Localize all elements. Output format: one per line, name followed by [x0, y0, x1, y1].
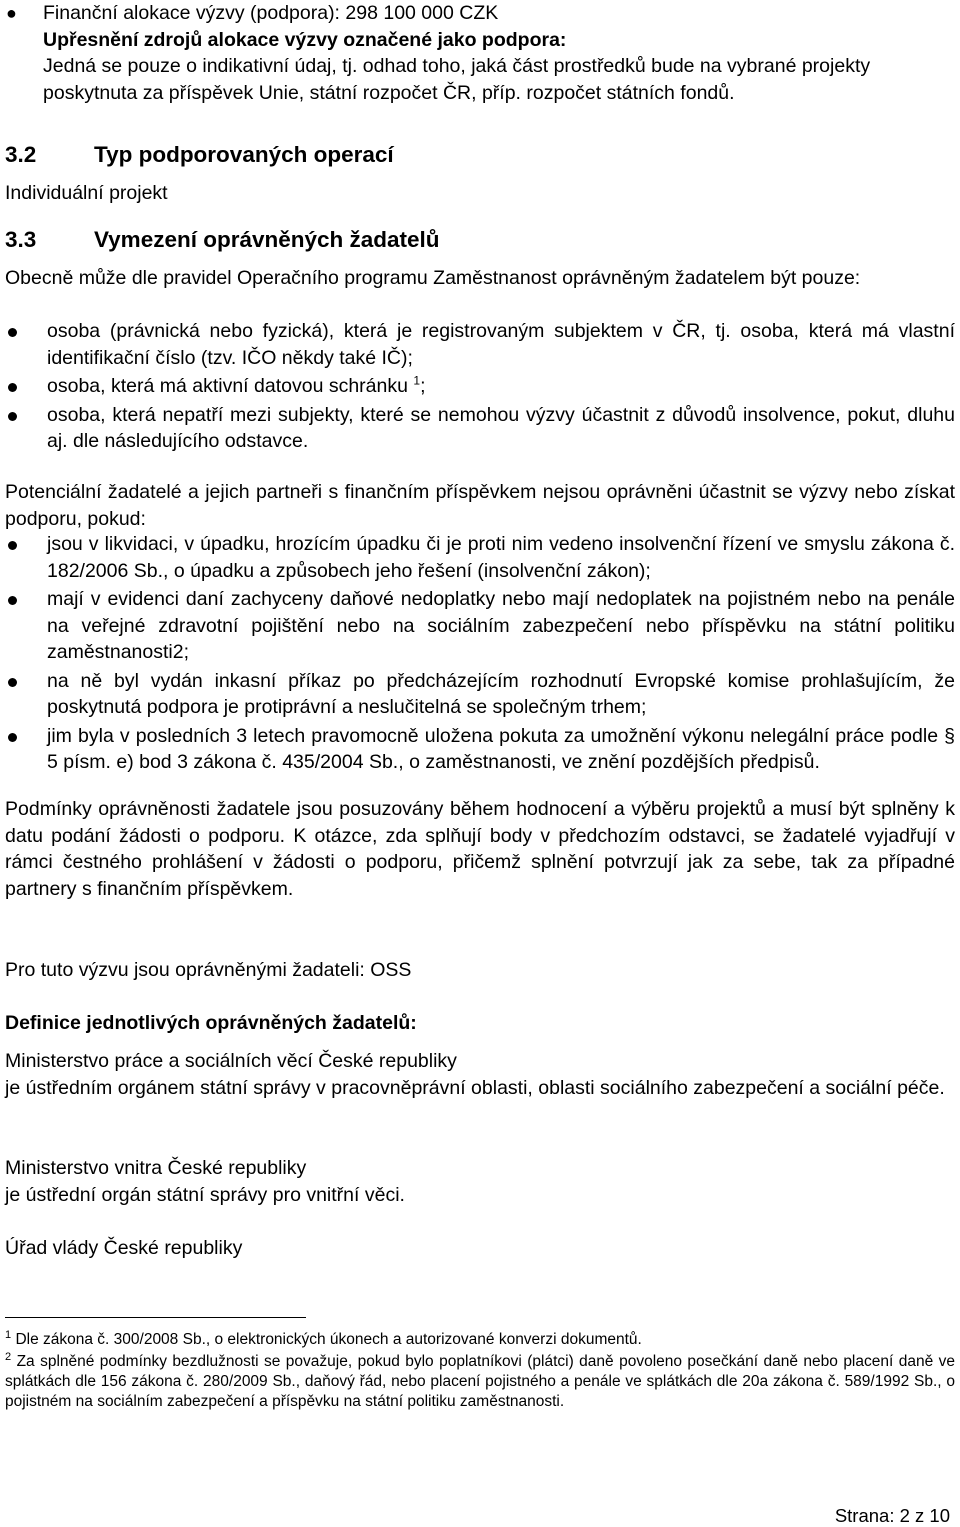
section-number: 3.3 [5, 227, 37, 252]
list-item-text: mají v evidenci daní zachyceny daňové nedoplatky nebo mají nedoplatek na pojistném nebo na penále na veřejné zdravotní pojištění nebo na sociálním zabezpečení nebo příspěvku na státní politiku zaměstnanosti2; [47, 588, 955, 663]
definition-entry [5, 1235, 955, 1262]
definition-name: Ministerstvo vnitra České republiky [5, 1157, 307, 1179]
eligibility-list [5, 318, 955, 455]
footnote [5, 1352, 955, 1412]
bullet-icon [8, 678, 17, 687]
bullet-icon [8, 596, 17, 605]
definition-entry [5, 1048, 955, 1101]
bullet-icon: ● [6, 3, 17, 23]
definitions-heading: Definice jednotlivých oprávněných žadatelů: [5, 1012, 417, 1034]
list-item-text-tail: ; [420, 375, 426, 397]
definition-name: Úřad vlády České republiky [5, 1237, 243, 1259]
operation-type-text: Individuální projekt [5, 182, 168, 204]
list-item-text: osoba, která má aktivní datovou schránku [47, 375, 408, 397]
conditions-paragraph: Podmínky oprávněnosti žadatele jsou posuzovány během hodnocení a výběru projektů a musí být splněny k datu podání žádosti o podporu. K otázce, zda splňují body v předchozím odstavci, se žadatelé vyjadřují v rámci čestného prohlášení v žádosti o podporu, přičemž splnění potvrzují jak za sebe, tak za případné partnery s finančním příspěvkem. [5, 798, 955, 900]
list-item [5, 586, 955, 666]
list-item [5, 668, 955, 721]
footnote-text: Za splněné podmínky bezdlužnosti se považuje, pokud bylo poplatníkovi (plátci) daně povoleno posečkání daně nebo placení daně ve splátkách dle 156 zákona č. 280/2009 Sb., daňový řád, nebo placení pojistného a penále ve splátkách dle 20a zákona č. 589/1992 Sb., o pojistném na sociálním zabezpečení a příspěvku na státní politiku zaměstnanosti. [5, 1353, 955, 1410]
list-item [5, 723, 955, 776]
list-item-text: osoba (právnická nebo fyzická), která je registrovaným subjektem v ČR, tj. osoba, která má vlastní identifikační číslo (tzv. IČO někdy také IČ); [47, 320, 955, 369]
section-title: Vymezení oprávněných žadatelů [94, 227, 440, 252]
bullet-icon [8, 541, 17, 550]
footnote-ref: 1 [413, 373, 421, 388]
exclusions-list [5, 531, 955, 776]
list-item-text: na ně byl vydán inkasní příkaz po předcházejícím rozhodnutí Evropské komise prohlašujícím, že poskytnutá podpora je protiprávní a neslučitelná se společným trhem; [47, 669, 955, 718]
list-item-text: osoba, která nepatří mezi subjekty, které se nemohou výzvy účastnit z důvodů insolvence, pokut, dluhu aj. dle následujícího odstavce. [47, 403, 955, 452]
bullet-icon [8, 328, 17, 337]
bullet-icon [8, 733, 17, 742]
definition-desc: je ústřední orgán státní správy pro vnitřní věci. [5, 1183, 405, 1206]
list-item [5, 531, 955, 584]
section-heading-3-3 [5, 227, 440, 253]
footnote-text: Dle zákona č. 300/2008 Sb., o elektronických úkonech a autorizované konverzi dokumentů. [15, 1331, 642, 1348]
bullet-icon [8, 383, 17, 392]
definition-name: Ministerstvo práce a sociálních věcí České republiky [5, 1050, 457, 1072]
definition-desc: je ústředním orgánem státní správy v pracovněprávní oblasti, oblasti sociálního zabezpečení a sociální péče. [5, 1076, 945, 1099]
list-item [5, 402, 955, 455]
sources-heading: Upřesnění zdrojů alokace výzvy označené jako podpora: [43, 28, 567, 51]
eligible-applicants: Pro tuto výzvu jsou oprávněnými žadateli: OSS [5, 959, 412, 981]
footnote [5, 1330, 955, 1350]
list-item [5, 0, 955, 106]
bullet-icon [8, 412, 17, 421]
exclusions-intro: Potenciální žadatelé a jejich partneři s finančním příspěvkem nejsou oprávněni účastnit se výzvy nebo získat podporu, pokud: [5, 481, 955, 530]
list-item-text: jsou v likvidaci, v úpadku, hrozícím úpadku či je proti nim vedeno insolvenční řízení ve smyslu zákona č. 182/2006 Sb., o úpadku a způsobech jeho řešení (insolvenční zákon); [47, 533, 955, 582]
footnote-separator [5, 1317, 306, 1318]
list-item [5, 318, 955, 371]
sources-text: Jedná se pouze o indikativní údaj, tj. odhad toho, jaká část prostředků bude na vybrané projekty poskytnuta za příspěvek Unie, státní rozpočet ČR, příp. rozpočet státních fondů. [43, 55, 871, 104]
section-number: 3.2 [5, 142, 37, 167]
page-number: Strana: 2 z 10 [834, 1505, 950, 1526]
section-heading-3-2 [5, 142, 394, 168]
list-item [5, 373, 955, 400]
allocation-block [5, 0, 955, 106]
definition-entry [5, 1155, 955, 1208]
eligibility-intro: Obecně může dle pravidel Operačního programu Zaměstnanost oprávněným žadatelem být pouze: [5, 267, 861, 289]
allocation-text: Finanční alokace výzvy (podpora): 298 100 000 CZK [43, 2, 499, 24]
footnote-mark: 1 [5, 1328, 12, 1341]
list-item-text: jim byla v posledních 3 letech pravomocně uložena pokuta za umožnění výkonu nelegální práce podle § 5 písm. e) bod 3 zákona č. 435/2004 Sb., o zaměstnanosti, ve znění pozdějších předpisů. [47, 724, 955, 773]
section-title: Typ podporovaných operací [94, 142, 394, 167]
footnote-mark: 2 [5, 1350, 12, 1363]
